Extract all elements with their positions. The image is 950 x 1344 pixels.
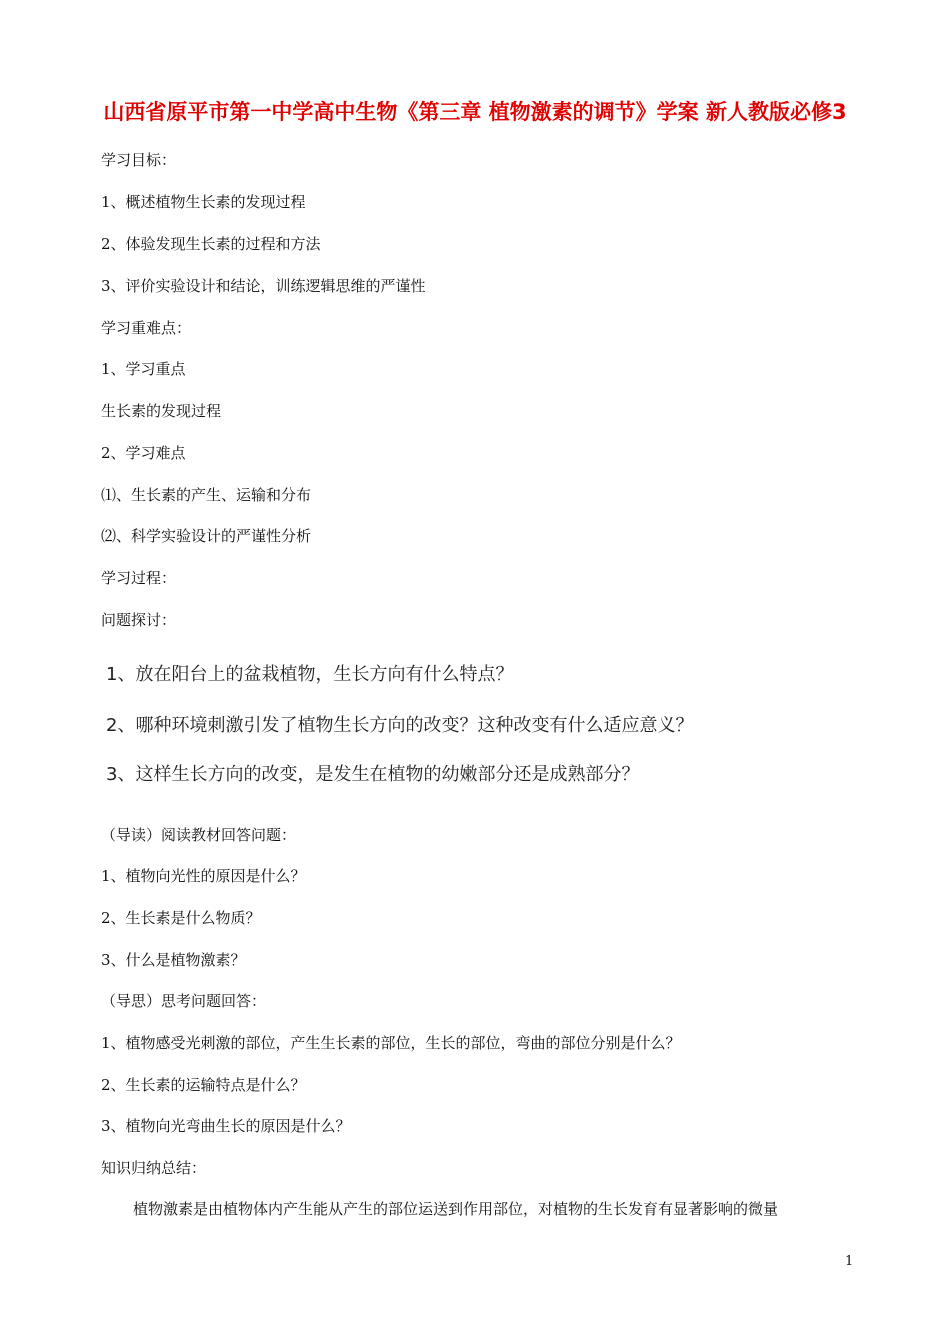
section-heading-key-points: 学习重难点： [101, 319, 192, 337]
section-heading-question-discussion: 问题探讨： [101, 611, 177, 629]
key-point-text: 生长素的发现过程 [101, 402, 222, 420]
guided-thinking-question: 2、生长素的运输特点是什么？ [101, 1076, 306, 1094]
section-heading-learning-goals: 学习目标： [101, 151, 177, 169]
difficulty-text: ⑴、生长素的产生、运输和分布 [101, 486, 312, 504]
difficulty-item: 2、学习难点 [101, 444, 186, 462]
guided-reading-heading: （导读）阅读教材回答问题： [101, 826, 297, 844]
guided-reading-question: 1、植物向光性的原因是什么？ [101, 867, 306, 885]
discussion-question-2: 2、哪种环境刺激引发了植物生长方向的改变？这种改变有什么适应意义？ [106, 715, 694, 736]
summary-paragraph: 植物激素是由植物体内产生能从产生的部位运送到作用部位，对植物的生长发育有显著影响的微量 [133, 1200, 779, 1218]
goal-item: 2、体验发现生长素的过程和方法 [101, 235, 321, 253]
section-heading-learning-process: 学习过程： [101, 569, 177, 587]
page-title: 山西省原平市第一中学高中生物《第三章 植物激素的调节》学案 新人教版必修3 [103, 100, 847, 124]
goal-item: 1、概述植物生长素的发现过程 [101, 193, 306, 211]
key-point-item: 1、学习重点 [101, 360, 186, 378]
difficulty-text: ⑵、科学实验设计的严谨性分析 [101, 527, 312, 545]
discussion-question-1: 1、放在阳台上的盆栽植物，生长方向有什么特点？ [106, 664, 514, 685]
guided-reading-question: 3、什么是植物激素？ [101, 951, 246, 969]
guided-thinking-question: 3、植物向光弯曲生长的原因是什么？ [101, 1117, 351, 1135]
discussion-question-3: 3、这样生长方向的改变，是发生在植物的幼嫩部分还是成熟部分？ [106, 764, 640, 785]
goal-item: 3、评价实验设计和结论，训练逻辑思维的严谨性 [101, 277, 426, 295]
guided-thinking-heading: （导思）思考问题回答： [101, 992, 267, 1010]
guided-reading-question: 2、生长素是什么物质？ [101, 909, 261, 927]
summary-heading: 知识归纳总结： [101, 1159, 207, 1177]
page-number: 1 [845, 1254, 854, 1269]
guided-thinking-question: 1、植物感受光刺激的部位，产生生长素的部位，生长的部位，弯曲的部位分别是什么？ [101, 1034, 681, 1052]
